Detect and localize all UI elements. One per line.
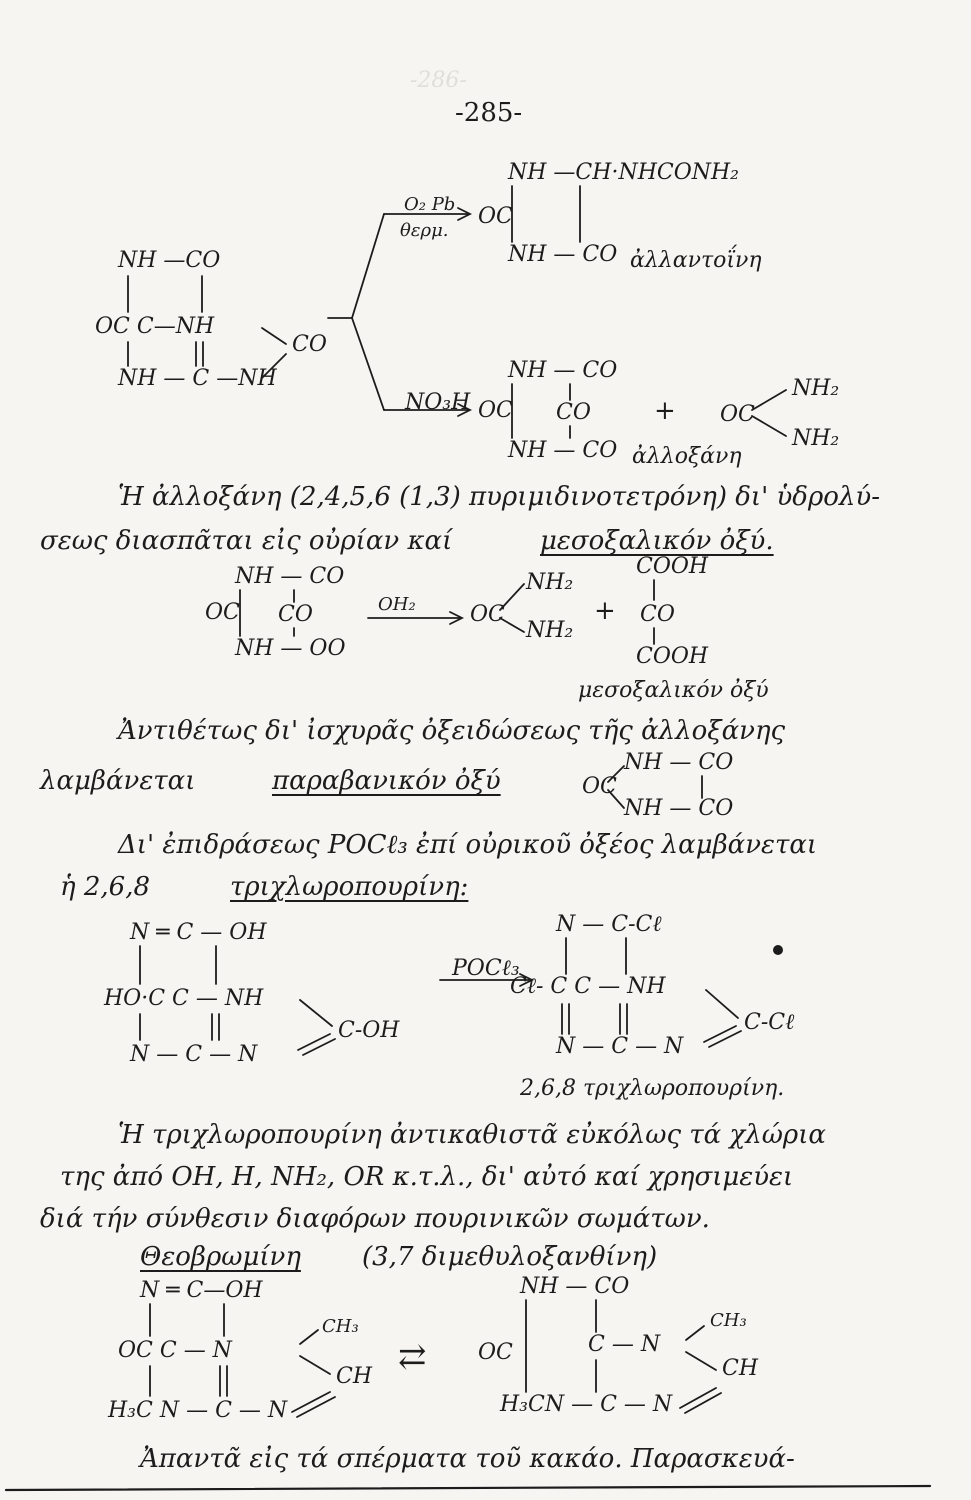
- p4-line2: της ἀπό OH, H, NH₂, OR κ.τ.λ., δι' αὐτό καί χρησιμεύει: [60, 1162, 794, 1192]
- theobromine-title: Θεοβρωμίνη: [140, 1242, 301, 1272]
- urea-oc: OC: [720, 402, 755, 427]
- alloxan-oc: OC: [478, 398, 513, 423]
- p4-line3: διά τήν σύνθεσιν διαφόρων πουρινικῶν σωμάτων.: [40, 1204, 710, 1234]
- parabanic-row2: NH — CO: [624, 796, 734, 821]
- theo-left-row1: N ═ C—OH: [140, 1278, 263, 1303]
- p2-line2-prefix: λαμβάνεται: [40, 766, 196, 796]
- r3-right-ccl: C-Cℓ: [744, 1010, 795, 1035]
- r3-left-row1: N ═ C — OH: [130, 920, 267, 945]
- r3-left-row2: HO·C C — NH: [104, 986, 264, 1011]
- r2-alloxan-oc: OC: [205, 600, 240, 625]
- theo-right-oc: OC: [478, 1340, 513, 1365]
- uric-co: CO: [292, 332, 327, 357]
- urea-nh2-top: NH₂: [792, 376, 840, 401]
- allantoin-row1: NH —CH·NHCONH₂: [508, 160, 739, 185]
- parabanic-oc: OC: [582, 774, 617, 799]
- alloxan-co-mid: CO: [556, 400, 591, 425]
- theo-right-row3: H₃CN — C — N: [500, 1392, 673, 1417]
- p2-line2-underlined: παραβανικόν ὀξύ: [272, 766, 501, 796]
- r3-reagent: POCℓ₃: [452, 956, 520, 981]
- p4-line1: Ἡ τριχλωροπουρίνη ἀντικαθιστᾶ εὐκόλως τά χλώρια: [118, 1120, 826, 1150]
- parabanic-row1: NH — CO: [624, 750, 734, 775]
- theobromine-subtitle: (3,7 διμεθυλοξανθίνη): [362, 1242, 658, 1272]
- r2-alloxan-row3: NH — OO: [235, 636, 346, 661]
- p3-line2-underlined: τριχλωροπουρίνη:: [230, 872, 469, 902]
- r3-right-row1: N — C-Cℓ: [556, 912, 662, 937]
- theo-left-row2: OC C — N: [118, 1338, 232, 1363]
- r3-right-row3: N — C — N: [556, 1034, 684, 1059]
- uric-row3: NH — C —NH: [118, 366, 277, 391]
- last-line: Ἀπαντᾶ εἰς τά σπέρματα τοῦ κακάο. Παρασκευά-: [140, 1444, 795, 1474]
- page-number: -285-: [455, 98, 523, 128]
- theo-right-row1: NH — CO: [520, 1274, 630, 1299]
- theo-right-ch3: CH₃: [710, 1310, 747, 1331]
- allantoin-name: ἀλλαντοΐνη: [630, 248, 762, 273]
- r2-acid-mid: CO: [640, 602, 675, 627]
- r2-urea-oc: OC: [470, 602, 505, 627]
- allantoin-row3: NH — CO: [508, 242, 618, 267]
- plus-sign: +: [654, 396, 676, 426]
- alloxan-row3: NH — CO: [508, 438, 618, 463]
- condition-heat: θερμ.: [400, 220, 449, 241]
- theo-right-row2: C — N: [588, 1332, 661, 1357]
- p3-line2-prefix: ἡ 2,6,8: [60, 872, 150, 902]
- p2-line1: Ἀντιθέτως δι' ἰσχυρᾶς ὀξειδώσεως τῆς ἀλλοξάνης: [118, 716, 786, 746]
- allantoin-oc: OC: [478, 204, 513, 229]
- p1-line2-prefix: σεως διασπᾶται εἰς οὐρίαν καί: [40, 526, 453, 556]
- r2-acid-bottom: COOH: [636, 644, 709, 669]
- r2-urea-nh2-top: NH₂: [526, 570, 574, 595]
- reagent-o2pb: O₂ Pb: [404, 194, 456, 215]
- theo-left-ch3: CH₃: [322, 1316, 359, 1337]
- p1-line2-underlined: μεσοξαλικόν ὀξύ.: [540, 526, 774, 556]
- r2-urea-nh2-bottom: NH₂: [526, 618, 574, 643]
- theo-right-ch: CH: [722, 1356, 759, 1381]
- r2-alloxan-co: CO: [278, 602, 313, 627]
- ghost-page-number: -286-: [410, 68, 467, 93]
- r2-plus: +: [594, 596, 616, 626]
- alloxan-row1: NH — CO: [508, 358, 618, 383]
- r3-right-row2: Cℓ- C C — NH: [510, 974, 666, 999]
- r3-product-name: 2,6,8 τριχλωροπουρίνη.: [520, 1076, 785, 1101]
- p1-line1: Ἡ ἀλλοξάνη (2,4,5,6 (1,3) πυριμιδινοτετρόνη) δι' ὑδρολύ-: [118, 482, 880, 512]
- alloxan-name: ἀλλοξάνη: [632, 444, 742, 469]
- r2-reagent: OH₂: [378, 594, 416, 615]
- r2-acid-name: μεσοξαλικόν ὀξύ: [578, 678, 769, 703]
- equilibrium-arrows: ⇄: [398, 1337, 427, 1377]
- uric-row2: OC C—NH: [95, 314, 215, 339]
- reagent-no3h: NO₃H: [405, 390, 471, 415]
- r2-acid-top: COOH: [636, 554, 709, 579]
- theo-left-ch: CH: [336, 1364, 373, 1389]
- urea-nh2-bottom: NH₂: [792, 426, 840, 451]
- r3-left-coh: C-OH: [338, 1018, 400, 1043]
- uric-row1: NH —CO: [118, 248, 221, 273]
- p3-line1: Δι' ἐπιδράσεως POCℓ₃ ἐπί οὐρικοῦ ὀξέος λαμβάνεται: [118, 830, 818, 860]
- r3-left-row3: N — C — N: [130, 1042, 258, 1067]
- theo-left-row3: H₃C N — C — N: [108, 1398, 288, 1423]
- r2-alloxan-row1: NH — CO: [235, 564, 345, 589]
